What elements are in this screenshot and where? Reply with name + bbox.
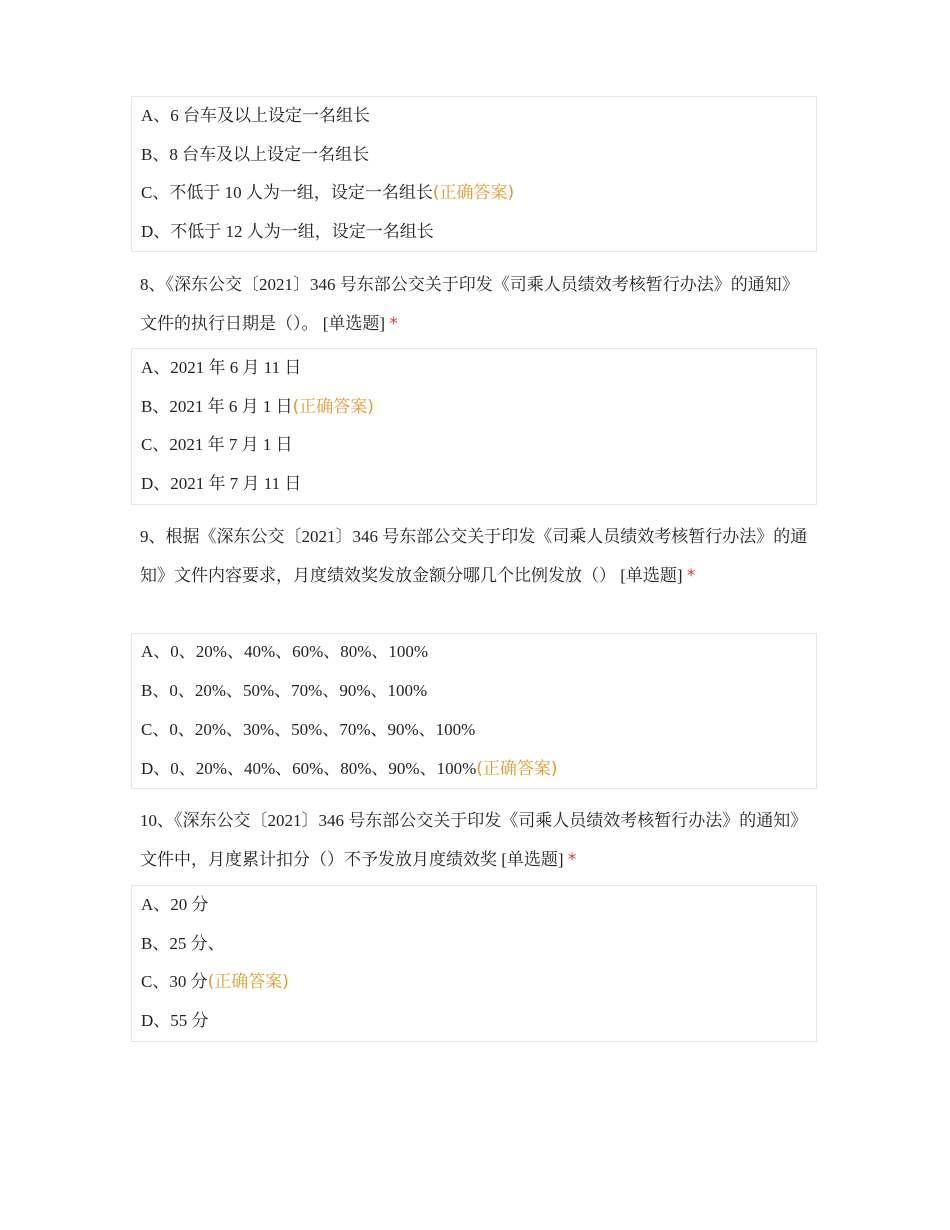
q8-option-a[interactable] (141, 356, 301, 380)
q8-question (140, 265, 815, 344)
q8-options-box (131, 348, 817, 505)
option-label: B、2021 年 6 月 1 日 (141, 397, 293, 416)
option-label: C、0、20%、30%、50%、70%、90%、100% (141, 720, 476, 739)
q8-option-d[interactable] (141, 472, 301, 496)
option-label: D、0、20%、40%、60%、80%、90%、100% (141, 759, 477, 778)
option-label: A、2021 年 6 月 11 日 (141, 358, 302, 377)
question-text: 10、《深东公交〔2021〕346 号东部公交关于印发《司乘人员绩效考核暂行办法》的通知》文件中，月度累计扣分（）不予发放月度绩效奖 [单选题] (140, 811, 808, 869)
q7-option-d[interactable] (141, 220, 434, 244)
option-label: C、2021 年 7 月 1 日 (141, 435, 293, 454)
q10-option-a[interactable] (141, 893, 209, 917)
q9-option-b[interactable] (141, 679, 427, 703)
q8-option-c[interactable] (141, 433, 293, 457)
option-label: D、55 分 (141, 1011, 209, 1030)
correct-answer-tag: (正确答案) (207, 972, 289, 992)
q9-option-d[interactable] (141, 757, 558, 781)
question-text: 8、《深东公交〔2021〕346 号东部公交关于印发《司乘人员绩效考核暂行办法》的通知》文件的执行日期是（）。 [单选题] (140, 275, 799, 333)
required-marker: * (686, 566, 696, 586)
required-marker: * (567, 850, 577, 870)
q9-option-c[interactable] (141, 718, 475, 742)
option-label: D、2021 年 7 月 11 日 (141, 474, 302, 493)
q9-option-a[interactable] (141, 640, 428, 664)
option-label: D、不低于 12 人为一组，设定一名组长 (141, 222, 434, 241)
option-label: A、20 分 (141, 895, 209, 914)
question-text: 9、根据《深东公交〔2021〕346 号东部公交关于印发《司乘人员绩效考核暂行办法》的通知》文件内容要求，月度绩效奖发放金额分哪几个比例发放（） [单选题] (140, 527, 808, 585)
q9-question (140, 517, 815, 596)
q7-option-b[interactable] (141, 143, 369, 167)
q10-option-b[interactable] (141, 932, 225, 956)
q10-question (140, 801, 815, 880)
option-label: B、0、20%、50%、70%、90%、100% (141, 681, 428, 700)
option-label: A、6 台车及以上设定一名组长 (141, 106, 371, 125)
q7-option-a[interactable] (141, 104, 370, 128)
option-label: B、8 台车及以上设定一名组长 (141, 145, 370, 164)
option-label: C、30 分 (141, 972, 208, 991)
q8-option-b[interactable] (141, 395, 374, 419)
q10-option-c[interactable] (141, 970, 289, 994)
q10-options-box (131, 885, 817, 1042)
q9-options-box (131, 633, 817, 789)
q7-option-c[interactable] (141, 181, 514, 205)
correct-answer-tag: (正确答案) (476, 759, 558, 779)
correct-answer-tag: (正确答案) (432, 183, 515, 203)
option-label: A、0、20%、40%、60%、80%、100% (141, 642, 429, 661)
option-label: B、25 分、 (141, 934, 225, 953)
required-marker: * (389, 314, 398, 334)
correct-answer-tag: (正确答案) (292, 397, 374, 417)
q7-options-box (131, 96, 817, 252)
option-label: C、不低于 10 人为一组，设定一名组长 (141, 183, 433, 202)
q10-option-d[interactable] (141, 1009, 209, 1033)
